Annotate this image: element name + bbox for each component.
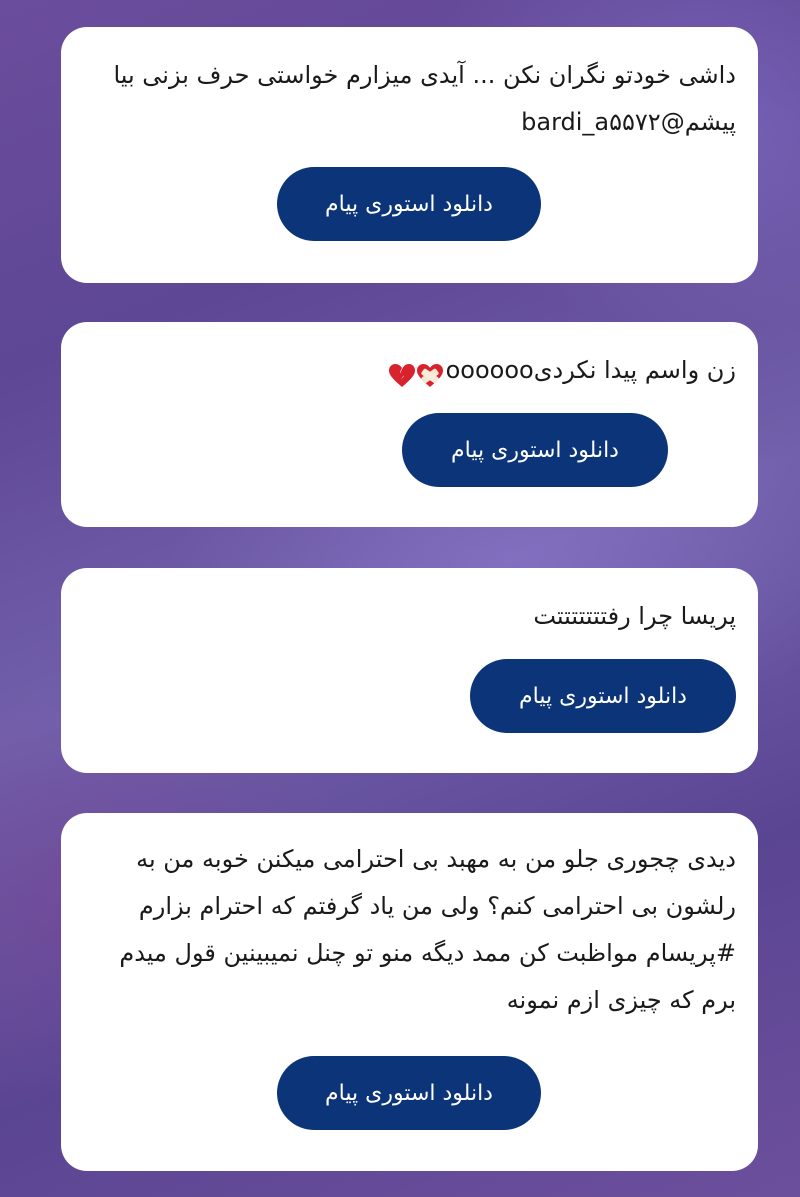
broken-heart-icon (388, 363, 416, 389)
message-text: دیدی چجوری جلو من به مهبد بی احترامی میکنن خوبه من به رلشون بی احترامی کنم؟ ولی من یاد گرفتم که احترام بزارم #پریسام مواظبت کن ممد دیگه منو تو چنل نمیبینین قول میدم برم که چیزی ازم نمونه (119, 845, 736, 1014)
message-text: زن واسم پیدا نکردیoooooo (445, 356, 736, 384)
message-text: پریسا چرا رفتتتتتتتت (533, 602, 736, 630)
download-story-button[interactable]: دانلود استوری پیام (277, 1056, 541, 1130)
download-story-button[interactable]: دانلود استوری پیام (277, 167, 541, 241)
download-story-button[interactable]: دانلود استوری پیام (402, 413, 668, 487)
emoji-group (388, 352, 444, 399)
message-card (61, 568, 758, 773)
download-story-button[interactable]: دانلود استوری پیام (470, 659, 736, 733)
message-card (61, 322, 758, 527)
message-line (89, 322, 736, 399)
message-text: داشی خودتو نگران نکن ... آیدی میزارم خواستی حرف بزنی بیا پیشم@bardi_a۵۵۷۲ (113, 61, 736, 136)
message-card (61, 813, 758, 1171)
message-card (61, 27, 758, 283)
mending-heart-icon (416, 363, 444, 389)
